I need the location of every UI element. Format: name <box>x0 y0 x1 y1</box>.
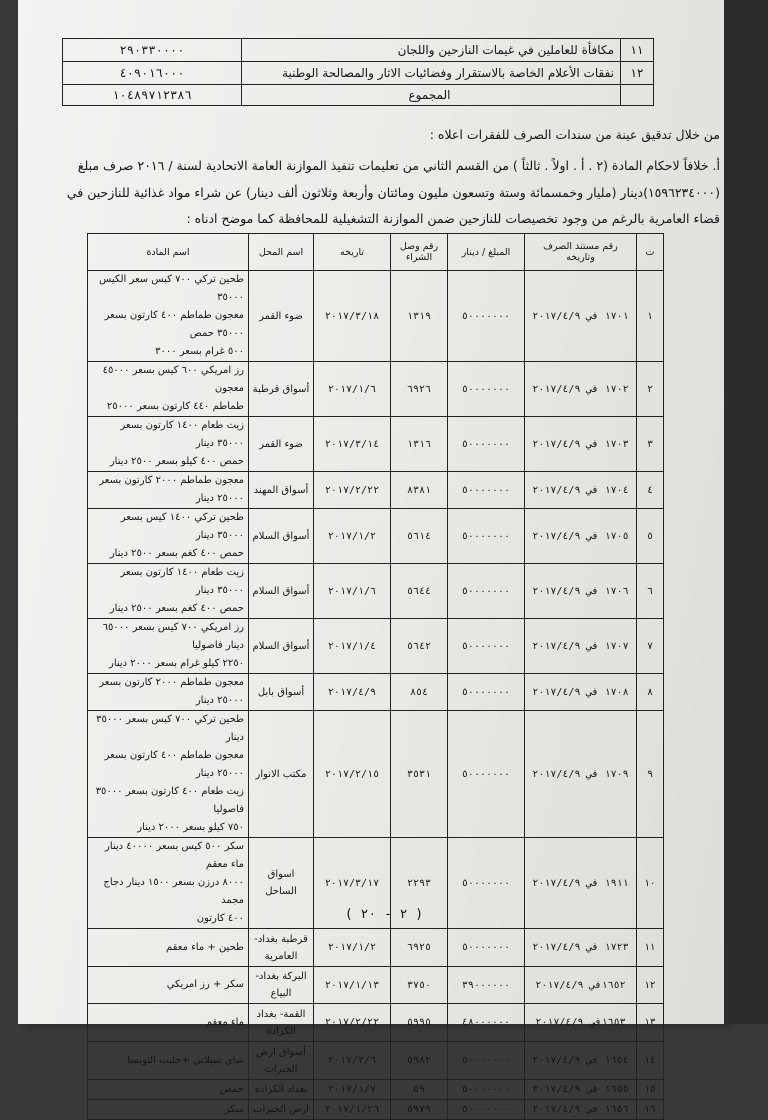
cell-date: ٢٠١٧/٢/١٥ <box>314 711 391 838</box>
cell-date: ٢٠١٧/١/١٣ <box>314 967 391 1004</box>
cell-no: ٦ <box>637 564 664 619</box>
material-line: طحين تركي ٧٠٠ كيس بسعر ٣٥٠٠٠ دينار <box>96 714 244 743</box>
header-amount: المبلغ / دينار <box>448 234 525 271</box>
cell-shop: أسواق ارض الخيرات <box>249 1042 314 1080</box>
cell-no: ٩ <box>637 711 664 838</box>
cell-no: ٢ <box>637 362 664 417</box>
cell-shop: أسواق السلام <box>249 564 314 619</box>
material-line: ٥٠٠ غرام بسعر ٣٠٠٠ <box>155 346 244 357</box>
cell-receipt: ٥٩ <box>391 1080 448 1100</box>
material-line: ٨٠٠٠ درزن بسعر ١٥٠٠ دينار دجاج مجمد <box>103 877 244 906</box>
cell-date: ٢٠١٧/٣/١٤ <box>314 417 391 472</box>
cell-shop: أسواق السلام <box>249 619 314 674</box>
cell-amount: ٥٠٠٠٠٠٠٠ <box>448 619 525 674</box>
cell-material <box>88 1004 249 1042</box>
material-line: طحين + ماء معقم <box>166 941 244 953</box>
table-row <box>88 472 664 509</box>
summary-table <box>62 38 654 106</box>
summary-title: مكافأة للعاملين في غيمات النازحين واللجان <box>242 39 621 62</box>
cell-voucher: ١٧٠٣ في ٢٠١٧/٤/٩ <box>525 417 637 472</box>
summary-amount: ٤٠٩٠١٦٠٠٠ <box>63 62 242 85</box>
material-line: معجون طماطم ٢٠٠٠ كارتون بسعر ٢٥٠٠٠ دينار <box>99 475 244 504</box>
cell-no: ١ <box>637 271 664 362</box>
cell-shop: البركة بغداد-البياع <box>249 967 314 1004</box>
cell-voucher: ١٦٥٦ في ٢٠١٧/٤/٩ <box>525 1100 637 1120</box>
table-row <box>88 271 664 362</box>
cell-material <box>88 1080 249 1100</box>
cell-shop: أسواق بابل <box>249 674 314 711</box>
material-line: حمص ٤٠٠ كغم بسعر ٢٥٠٠ دينار <box>109 548 244 559</box>
table-row <box>88 929 664 967</box>
cell-shop: أسواق السلام <box>249 509 314 564</box>
cell-no: ١٦ <box>637 1100 664 1120</box>
cell-amount: ٥٠٠٠٠٠٠٠ <box>448 674 525 711</box>
cell-shop: اسواق الساحل <box>249 838 314 929</box>
header-shop: اسم المحل <box>249 234 314 271</box>
cell-shop: القمة- بغداد الكرادة <box>249 1004 314 1042</box>
cell-material <box>88 1042 249 1080</box>
cell-amount: ٥٠٠٠٠٠٠٠ <box>448 362 525 417</box>
summary-total-amount: ١٠٤٨٩٧١٢٣٨٦ <box>63 85 242 106</box>
material-line: معجون طماطم ٤٠٠ كارتون بسعر ٢٥٠٠٠ دينار <box>104 750 244 779</box>
material-line: سكر + رز امريكي <box>166 979 244 990</box>
cell-date: ٢٠١٧/١/٧ <box>314 1080 391 1100</box>
cell-date: ٢٠١٧/١/٦ <box>314 362 391 417</box>
summary-no: ١١ <box>621 39 654 62</box>
table-row <box>88 564 664 619</box>
cell-shop: أسواق قرطبة <box>249 362 314 417</box>
table-row <box>88 509 664 564</box>
table-row <box>88 967 664 1004</box>
cell-amount: ٥٠٠٠٠٠٠٠ <box>448 929 525 967</box>
cell-voucher: ١٧٠٤ في ٢٠١٧/٤/٩ <box>525 472 637 509</box>
table-row <box>88 1004 664 1042</box>
paragraph-line-1: أ. خلافاً لاحكام المادة (٢ . أ . اولاً . ثالثاً ) من القسم الثاني من تعليمات تنفيذ الموازنة العامة الاتحادية لسنة / ٢٠١٦ صرف مبلغ <box>77 158 720 173</box>
cell-date: ٢٠١٧/٢/٢٢ <box>314 472 391 509</box>
cell-material <box>88 711 249 838</box>
cell-voucher: ١٧٢٣ في ٢٠١٧/٤/٩ <box>525 929 637 967</box>
cell-amount: ٥٠٠٠٠٠٠٠ <box>448 1100 525 1120</box>
material-line: سكر ٥٠٠ كيس بسعر ٤٠٠٠٠ دينار ماء معقم <box>104 841 244 870</box>
cell-date: ٢٠١٧/١/٢ <box>314 929 391 967</box>
material-line: طماطم ٤٤٠ كارتون بسعر ٢٥٠٠٠ <box>106 401 244 412</box>
cell-date: ٢٠١٧/٤/٩ <box>314 674 391 711</box>
cell-amount: ٣٩٠٠٠٠٠٠ <box>448 967 525 1004</box>
table-row <box>88 417 664 472</box>
cell-voucher: ١٧٠٩ في ٢٠١٧/٤/٩ <box>525 711 637 838</box>
cell-receipt: ٢٢٩٣ <box>391 838 448 929</box>
material-line: طحين تركي ١٤٠٠ كيس بسعر ٣٥٠٠٠ دينار <box>120 512 244 541</box>
cell-material <box>88 362 249 417</box>
cell-date: ٢٠١٧/٣/١٧ <box>314 838 391 929</box>
summary-no: ١٢ <box>621 62 654 85</box>
cell-no: ١٣ <box>637 1004 664 1042</box>
cell-date: ٢٠١٧/١/٤ <box>314 619 391 674</box>
material-line: شاي سيلاني +حليب النونسا <box>127 1054 244 1066</box>
cell-no: ٣ <box>637 417 664 472</box>
cell-voucher: ١٩١١ في ٢٠١٧/٤/٩ <box>525 838 637 929</box>
summary-total-label: المجموع <box>242 85 621 106</box>
cell-material <box>88 929 249 967</box>
cell-receipt: ٣٥٣١ <box>391 711 448 838</box>
cell-no: ١٢ <box>637 967 664 1004</box>
cell-receipt: ٦٩٢٥ <box>391 929 448 967</box>
material-line: زيت طعام ٤٠٠ كارتون بسعر ٣٥٠٠٠ فاصوليا <box>95 786 244 815</box>
material-line: ٢٢٥٠ كيلو غرام بسعر ٢٠٠٠ دينار <box>108 658 244 669</box>
cell-amount: ٤٨٠٠٠٠٠٠ <box>448 1004 525 1042</box>
cell-no: ٧ <box>637 619 664 674</box>
cell-receipt: ١٣١٦ <box>391 417 448 472</box>
cell-shop: ارض الخيرات <box>249 1100 314 1120</box>
cell-receipt: ٨٣٨١ <box>391 472 448 509</box>
summary-row <box>63 62 654 85</box>
cell-no: ٥ <box>637 509 664 564</box>
cell-material <box>88 271 249 362</box>
cell-no: ١٠ <box>637 838 664 929</box>
cell-no: ١١ <box>637 929 664 967</box>
cell-receipt: ٥٩٩٥ <box>391 1004 448 1042</box>
cell-voucher: ١٦٥٥ في ٢٠١٧/٤/٩ <box>525 1080 637 1100</box>
cell-date: ٢٠١٧/١/٢٦ <box>314 1100 391 1120</box>
cell-receipt: ١٣١٩ <box>391 271 448 362</box>
header-date: تاريخه <box>314 234 391 271</box>
cell-voucher: ١٧٠٨ في ٢٠١٧/٤/٩ <box>525 674 637 711</box>
cell-no: ٤ <box>637 472 664 509</box>
material-line: حمص ٤٠٠ كغم بسعر ٢٥٠٠ دينار <box>109 603 244 614</box>
table-header-row <box>88 234 664 271</box>
cell-voucher: ١٧٠٥ في ٢٠١٧/٤/٩ <box>525 509 637 564</box>
summary-row <box>63 39 654 62</box>
cell-receipt: ٨٥٤ <box>391 674 448 711</box>
header-no: ت <box>637 234 664 271</box>
summary-total-spacer <box>621 85 654 106</box>
cell-receipt: ٥٦٤٢ <box>391 619 448 674</box>
cell-shop: بغداد الكرادة <box>249 1080 314 1100</box>
material-line: سكر <box>224 1103 244 1115</box>
cell-receipt: ٥٦٤٤ <box>391 564 448 619</box>
cell-shop: ضوء القمر <box>249 417 314 472</box>
cell-shop: مكتب الانوار <box>249 711 314 838</box>
table-row <box>88 1100 664 1120</box>
cell-date: ٢٠١٧/٢/٦ <box>314 1042 391 1080</box>
cell-amount: ٥٠٠٠٠٠٠٠ <box>448 271 525 362</box>
cell-amount: ٥٠٠٠٠٠٠٠ <box>448 564 525 619</box>
material-line: زيت طعام ١٤٠٠ كارتون بسعر ٣٥٠٠٠ دينار <box>120 420 244 449</box>
paragraph-line-2: (١٥٩٦٢٣٤٠٠٠)دينار (مليار وخمسمائة وستة وتسعون مليون ومائتان وأربعة وثلاثون ألف دينار) عن شراء مواد غذائية للنازحين في <box>66 185 720 200</box>
cell-material <box>88 1100 249 1120</box>
table-row <box>88 619 664 674</box>
cell-voucher: ١٧٠٦ في ٢٠١٧/٤/٩ <box>525 564 637 619</box>
cell-material <box>88 967 249 1004</box>
cell-material <box>88 472 249 509</box>
cell-voucher: ١٦٥٢في ٢٠١٧/٤/٩ <box>525 967 637 1004</box>
cell-amount: ٥٠٠٠٠٠٠٠ <box>448 509 525 564</box>
table-row <box>88 711 664 838</box>
cell-voucher: ١٧٠٧ في ٢٠١٧/٤/٩ <box>525 619 637 674</box>
header-receipt: رقم وصل الشراء <box>391 234 448 271</box>
cell-material <box>88 417 249 472</box>
cell-receipt: ٥٩٧٩ <box>391 1100 448 1120</box>
cell-date: ٢٠١٧/١/٢ <box>314 509 391 564</box>
intro-text: من خلال تدقيق عينة من سندات الصرف للفقرات اعلاه : <box>429 127 720 142</box>
material-line: ماء معقم <box>205 1016 244 1028</box>
cell-date: ٢٠١٧/١/٦ <box>314 564 391 619</box>
cell-shop: ضوء القمر <box>249 271 314 362</box>
cell-amount: ٥٠٠٠٠٠٠٠ <box>448 417 525 472</box>
cell-date: ٢٠١٧/٢/٢٢ <box>314 1004 391 1042</box>
material-line: رز امريكي ٦٠٠ كيس بسعر ٤٥٠٠٠ معجون <box>102 365 244 394</box>
cell-no: ٨ <box>637 674 664 711</box>
material-line: معجون طماطم ٤٠٠ كارتون بسعر ٣٥٠٠٠ حمص <box>104 310 244 339</box>
paragraph-line-3: قضاء العامرية بالرغم من وجود تخصيصات للنازحين ضمن الموازنة التشغيلية للمحافظة كما موضح ادناه : <box>186 211 720 226</box>
header-material: اسم المادة <box>88 234 249 271</box>
table-row <box>88 1042 664 1080</box>
cell-amount: ٥٠٠٠٠٠٠٠ <box>448 838 525 929</box>
cell-material <box>88 674 249 711</box>
header-voucher: رقم مستند الصرف وتاريخه <box>525 234 637 271</box>
cell-no: ١٤ <box>637 1042 664 1080</box>
cell-receipt: ٥٦١٤ <box>391 509 448 564</box>
material-line: زيت طعام ١٤٠٠ كارتون بسعر ٣٥٠٠٠ دينار <box>120 567 244 596</box>
cell-voucher: ١٦٥٣في ٢٠١٧/٤/٩ <box>525 1004 637 1042</box>
table-row <box>88 674 664 711</box>
cell-material <box>88 564 249 619</box>
cell-material <box>88 619 249 674</box>
material-line: معجون طماطم ٢٠٠٠ كارتون بسعر ٢٥٠٠٠ دينار <box>99 677 244 706</box>
material-line: رز امريكي ٧٠٠ كيس بسعر ٦٥٠٠٠ دينار فاصوليا <box>102 622 244 651</box>
cell-receipt: ٥٩٨٢ <box>391 1042 448 1080</box>
purchases-table <box>87 233 664 1120</box>
cell-voucher: ١٧٠١ في ٢٠١٧/٤/٩ <box>525 271 637 362</box>
table-row <box>88 1080 664 1100</box>
cell-shop: قرطبة بغداد-العامرية <box>249 929 314 967</box>
cell-material <box>88 509 249 564</box>
summary-amount: ٢٩٠٣٣٠٠٠٠ <box>63 39 242 62</box>
cell-receipt: ٦٩٢٦ <box>391 362 448 417</box>
cell-shop: أسواق المهند <box>249 472 314 509</box>
material-line: حمص <box>219 1083 244 1095</box>
cell-receipt: ٣٧٥٠ <box>391 967 448 1004</box>
summary-title: نفقات الأعلام الخاصة بالاستقرار وفضائيات الاثار والمصالحة الوطنية <box>242 62 621 85</box>
cell-voucher: ١٦٥٤ في ٢٠١٧/٤/٩ <box>525 1042 637 1080</box>
cell-no: ١٥ <box>637 1080 664 1100</box>
cell-amount: ٥٠٠٠٠٠٠٠ <box>448 1080 525 1100</box>
page-number: ( ٢ - ٢٠ ) <box>344 907 424 922</box>
cell-date: ٢٠١٧/٣/١٨ <box>314 271 391 362</box>
summary-total-row <box>63 85 654 106</box>
material-line: ٤٠٠ كارتون <box>196 913 244 924</box>
cell-amount: ٥٠٠٠٠٠٠٠ <box>448 1042 525 1080</box>
cell-amount: ٥٠٠٠٠٠٠٠ <box>448 711 525 838</box>
material-line: ٧٥٠ كيلو بسعر ٢٠٠٠ دينار <box>137 822 244 833</box>
material-line: طحين تركي ٧٠٠ كيس سعر الكيس ٣٥٠٠٠ <box>99 274 244 303</box>
material-line: حمص ٤٠٠ كيلو بسعر ٢٥٠٠ دينار <box>109 456 244 467</box>
table-row <box>88 362 664 417</box>
cell-amount: ٥٠٠٠٠٠٠٠ <box>448 472 525 509</box>
cell-voucher: ١٧٠٢ في ٢٠١٧/٤/٩ <box>525 362 637 417</box>
